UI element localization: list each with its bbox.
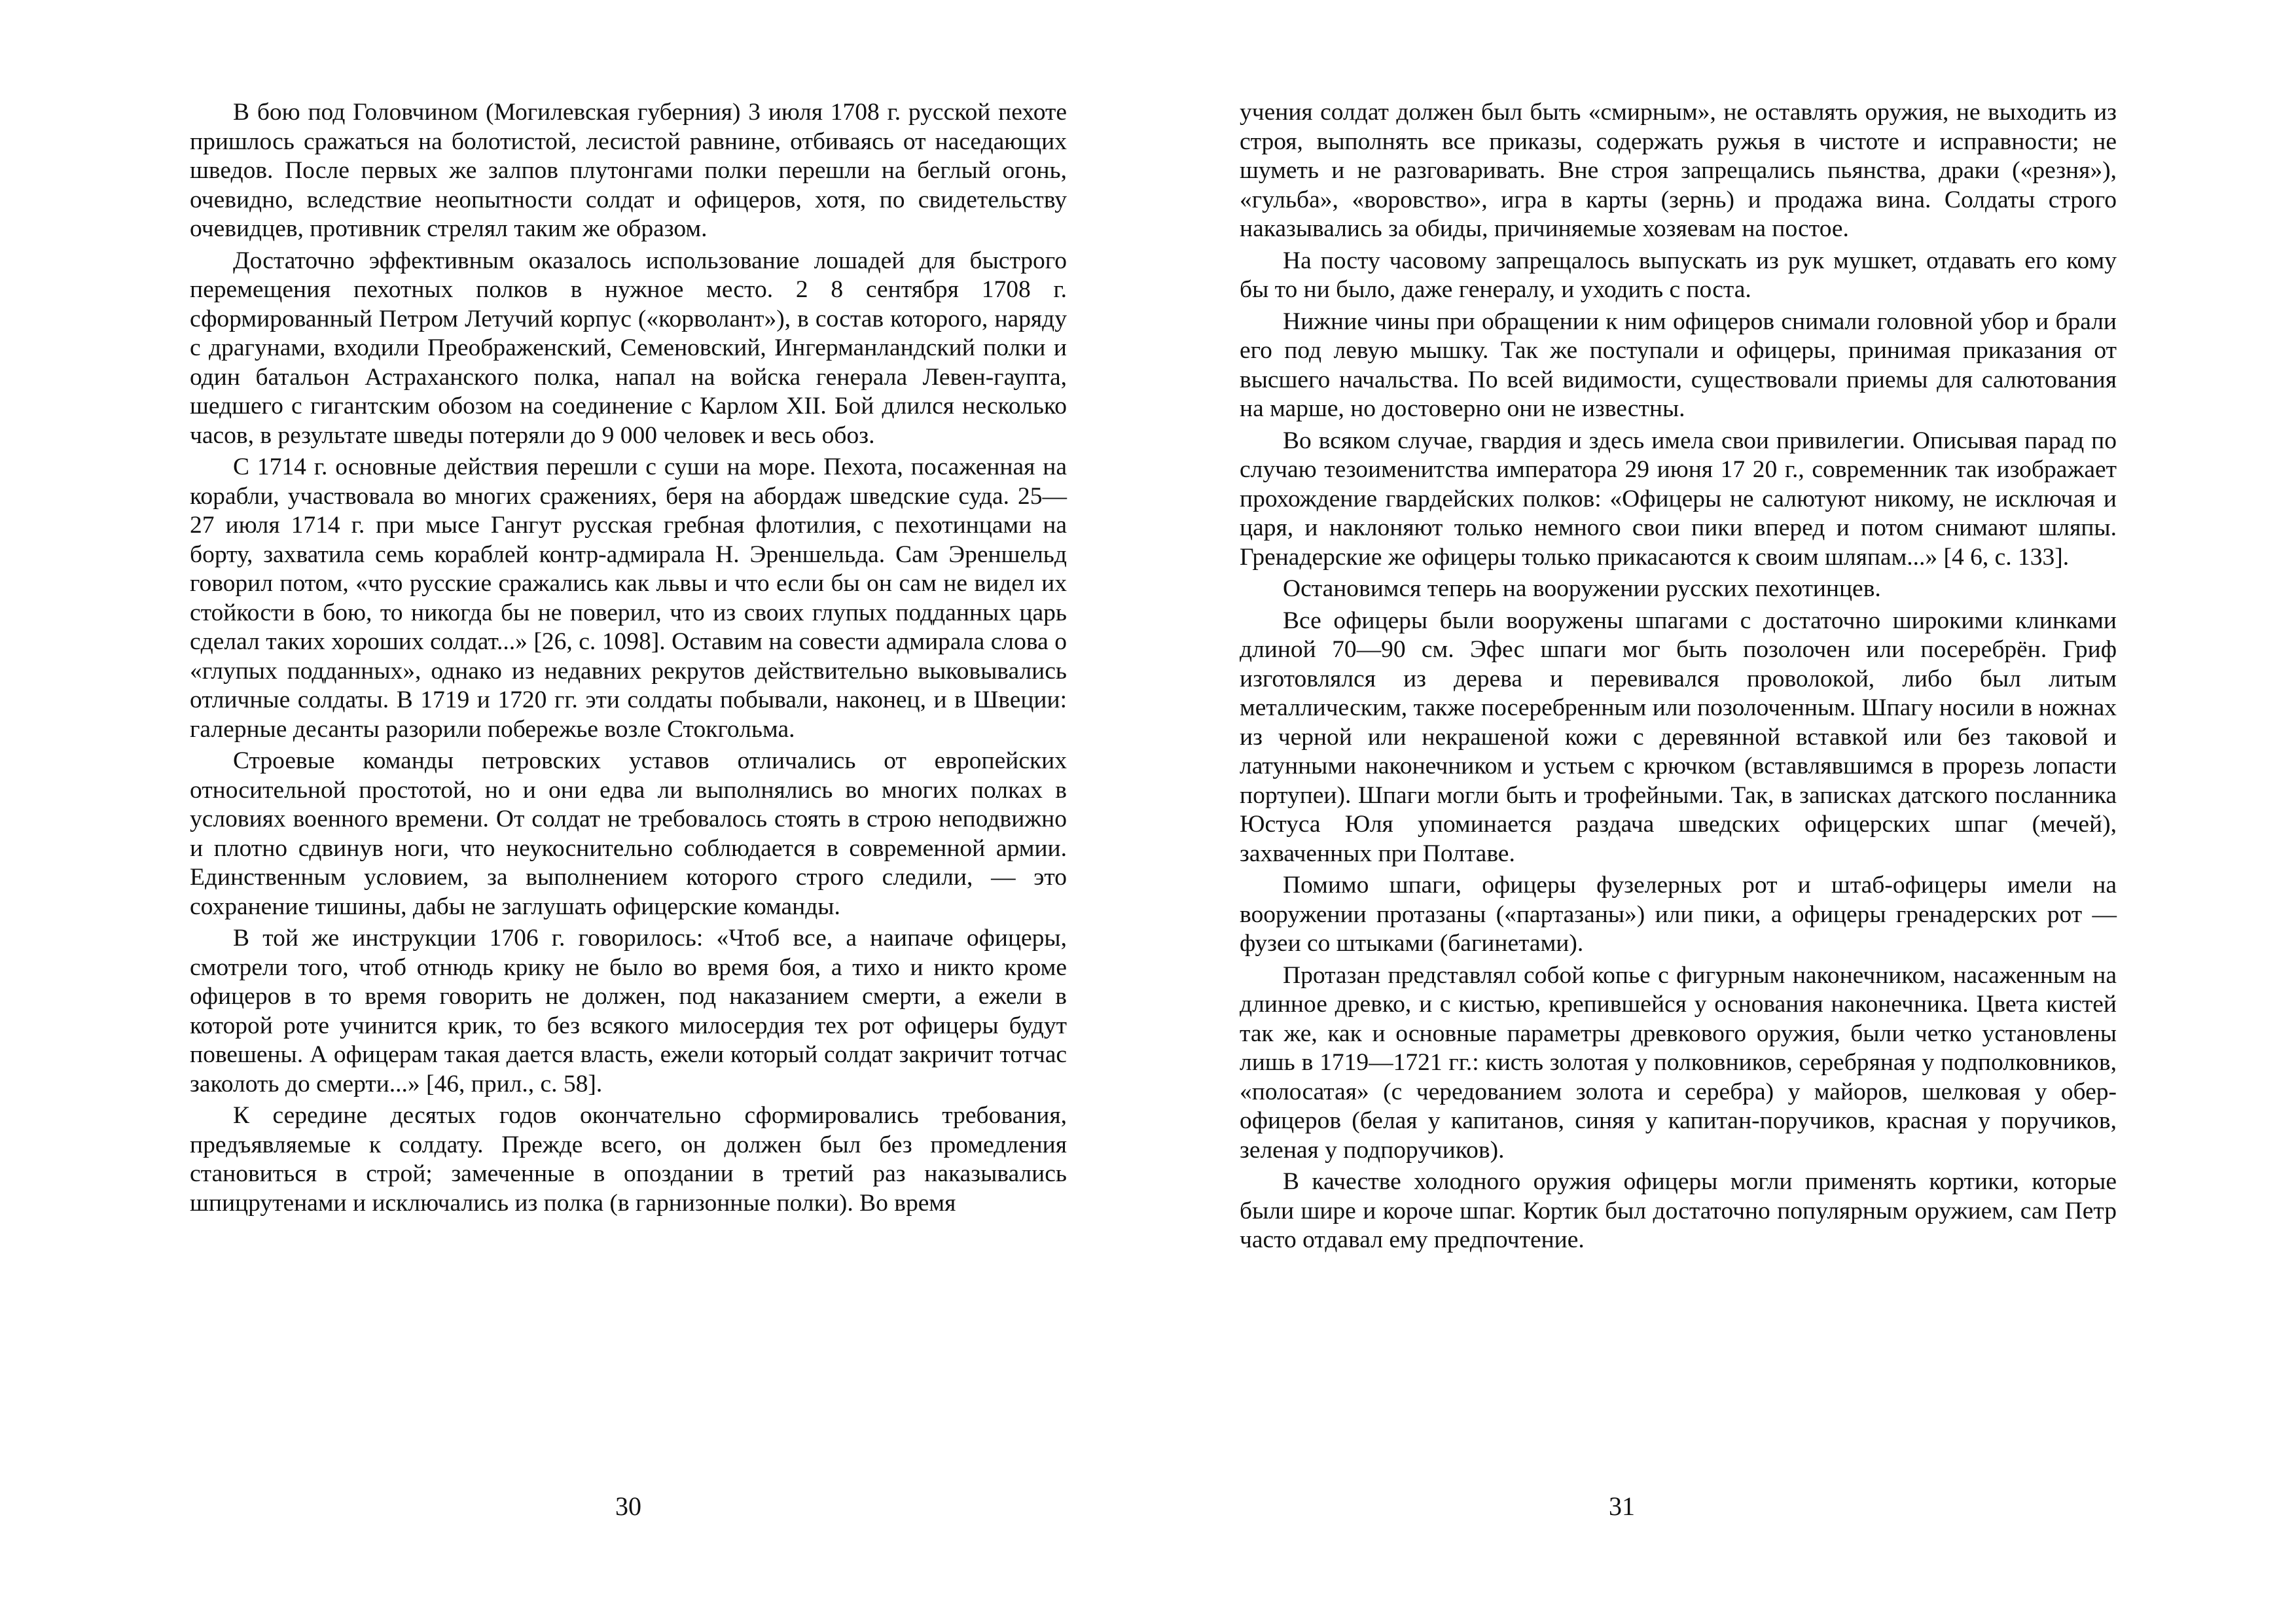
paragraph: Строевые команды петровских уставов отличались от европейских относительной простотой, но и они едва ли выполнялись во многих полках в условиях военного времени. От солдат не требовалось стоять в строю неподвижно и плотно сдвинув ноги, что неукоснительно соблюдается в современной армии. Единственным условием, за выполнением которого строго следили, — это сохранение тишины, дабы не заглушать офицерские команды. (190, 747, 1067, 920)
paragraph: В той же инструкции 1706 г. говорилось: «Чтоб все, а наипаче офицеры, смотрели того, чтоб отнюдь крику не было во время боя, а тихо и никто кроме офицеров в то время говорить не должен, под наказанием смерти, а ежели в которой роте учинится крик, то без всякого милосердия тех рот офицеры будут повешены. А офицерам такая дается власть, ежели который солдат закричит тотчас заколоть до смерти...» [46, прил., с. 58]. (190, 925, 1067, 1097)
right-page (1148, 0, 2296, 1623)
paragraph: Протазан представлял собой копье с фигурным наконечником, насаженным на длинное древко, и с кистью, крепившейся у основания наконечника. Цвета кистей так же, как и основные параметры древкового оружия, были четко установлены лишь в 1719—1721 гг.: кисть золотая у полковников, серебряная у подполковников, «полосатая» (с чередованием золота и серебра) у майоров, шелковая у обер-офицеров (белая у капитанов, синяя у капитан-поручиков, красная у поручиков, зеленая у подпоручиков). (1240, 961, 2117, 1164)
paragraph: Помимо шпаги, офицеры фузелерных рот и штаб-офицеры имели на вооружении протазаны («партазаны») или пики, а офицеры гренадерских рот — фузеи со штыками (багинетами). (1240, 872, 2117, 957)
paragraph: Достаточно эффективным оказалось использование лошадей для быстрого перемещения пехотных полков в нужное место. 2 8 сентября 1708 г. сформированный Петром Летучий корпус («корволант»), в состав которого, наряду с драгунами, входили Преображенский, Семеновский, Ингерманландский полки и один батальон Астраханского полка, напал на войска генерала Левен-гаупта, шедшего с гигантским обозом на соединение с Карлом XII. Бой длился несколько часов, в результате шведы потеряли до 9 000 человек и весь обоз. (190, 247, 1067, 449)
paragraph: В качестве холодного оружия офицеры могли применять кортики, которые были шире и короче шпаг. Кортик был достаточно популярным оружием, сам Петр часто отдавал ему предпочтение. (1240, 1168, 2117, 1253)
paragraph: Во всяком случае, гвардия и здесь имела свои привилегии. Описывая парад по случаю тезоименитства императора 29 июня 17 20 г., современник так изображает прохождение гвардейских полков: «Офицеры не салютуют никому, не исключая и царя, и наклоняют только немного свои пики вперед и потом снимают шляпы. Гренадерские же офицеры только прикасаются к своим шляпам...» [4 6, с. 133]. (1240, 427, 2117, 571)
paragraph: Все офицеры были вооружены шпагами с достаточно широкими клинками длиной 70—90 см. Эфес шпаги мог быть позолочен или посеребрён. Гриф изготовлялся из дерева и перевивался проволокой, либо был литым металлическим, также посеребренным или позолоченным. Шпагу носили в ножнах из черной или некрашеной кожи с деревянной вставкой или без таковой и латунными наконечником и устьем с крючком (вставлявшимся в прорезь лопасти портупеи). Шпаги могли быть и трофейными. Так, в записках датского посланника Юстуса Юля упоминается раздача шведских офицерских шпаг (мечей), захваченных при Полтаве. (1240, 607, 2117, 867)
paragraph: В бою под Головчином (Могилевская губерния) 3 июля 1708 г. русской пехоте пришлось сражаться на болотистой, лесистой равнине, отбиваясь от наседающих шведов. После первых же залпов плутонгами полки перешли на беглый огонь, очевидно, вследствие неопытности солдат и офицеров, хотя, по свидетельству очевидцев, противник стрелял таким же образом. (190, 99, 1067, 242)
page-number: 31 (1609, 1491, 1635, 1521)
paragraph: С 1714 г. основные действия перешли с суши на море. Пехота, посаженная на корабли, участвовала во многих сражениях, беря на абордаж шведские суда. 25—27 июля 1714 г. при мысе Гангут русская гребная флотилия, с пехотинцами на борту, захватила семь кораблей контр-адмирала Н. Эреншельда. Сам Эреншельд говорил потом, «что русские сражались как львы и что если бы он сам не видел их стойкости в бою, то никогда бы не поверил, что из своих глупых подданных царь сделал таких хороших солдат...» [26, с. 1098]. Оставим на совести адмирала слова о «глупых подданных», однако из недавних рекрутов действительно выковывались отличные солдаты. В 1719 и 1720 гг. эти солдаты побывали, наконец, и в Швеции: галерные десанты разорили побережье возле Стокгольма. (190, 454, 1067, 743)
paragraph-continuation: учения солдат должен был быть «смирным», не оставлять оружия, не выходить из строя, выполнять все приказы, содержать ружья в чистоте и исправности; не шуметь и не разговаривать. Вне строя запрещались пьянства, драки («резня»), «гульба», «воровство», игра в карты (зернь) и продажа вина. Солдаты строго наказывались за обиды, причиняемые хозяевам на постое. (1240, 99, 2117, 242)
paragraph: На посту часовому запрещалось выпускать из рук мушкет, отдавать его кому бы то ни было, даже генералу, и уходить с поста. (1240, 247, 2117, 303)
paragraph: Нижние чины при обращении к ним офицеров снимали головной убор и брали его под левую мышку. Так же поступали и офицеры, принимая приказания от высшего начальства. По всей видимости, существовали приемы для салютования на марше, но достоверно они не известны. (1240, 308, 2117, 422)
paragraph: К середине десятых годов окончательно сформировались требования, предъявляемые к солдату. Прежде всего, он должен был без промедления становиться в строй; замеченные в опоздании в третий раз наказывались шпицрутенами и исключались из полка (в гарнизонные полки). Во время (190, 1102, 1067, 1217)
left-page-text (190, 98, 1067, 1221)
page-number: 30 (615, 1491, 641, 1521)
paragraph: Остановимся теперь на вооружении русских пехотинцев. (1283, 575, 1881, 602)
right-page-text (1240, 98, 2117, 1258)
